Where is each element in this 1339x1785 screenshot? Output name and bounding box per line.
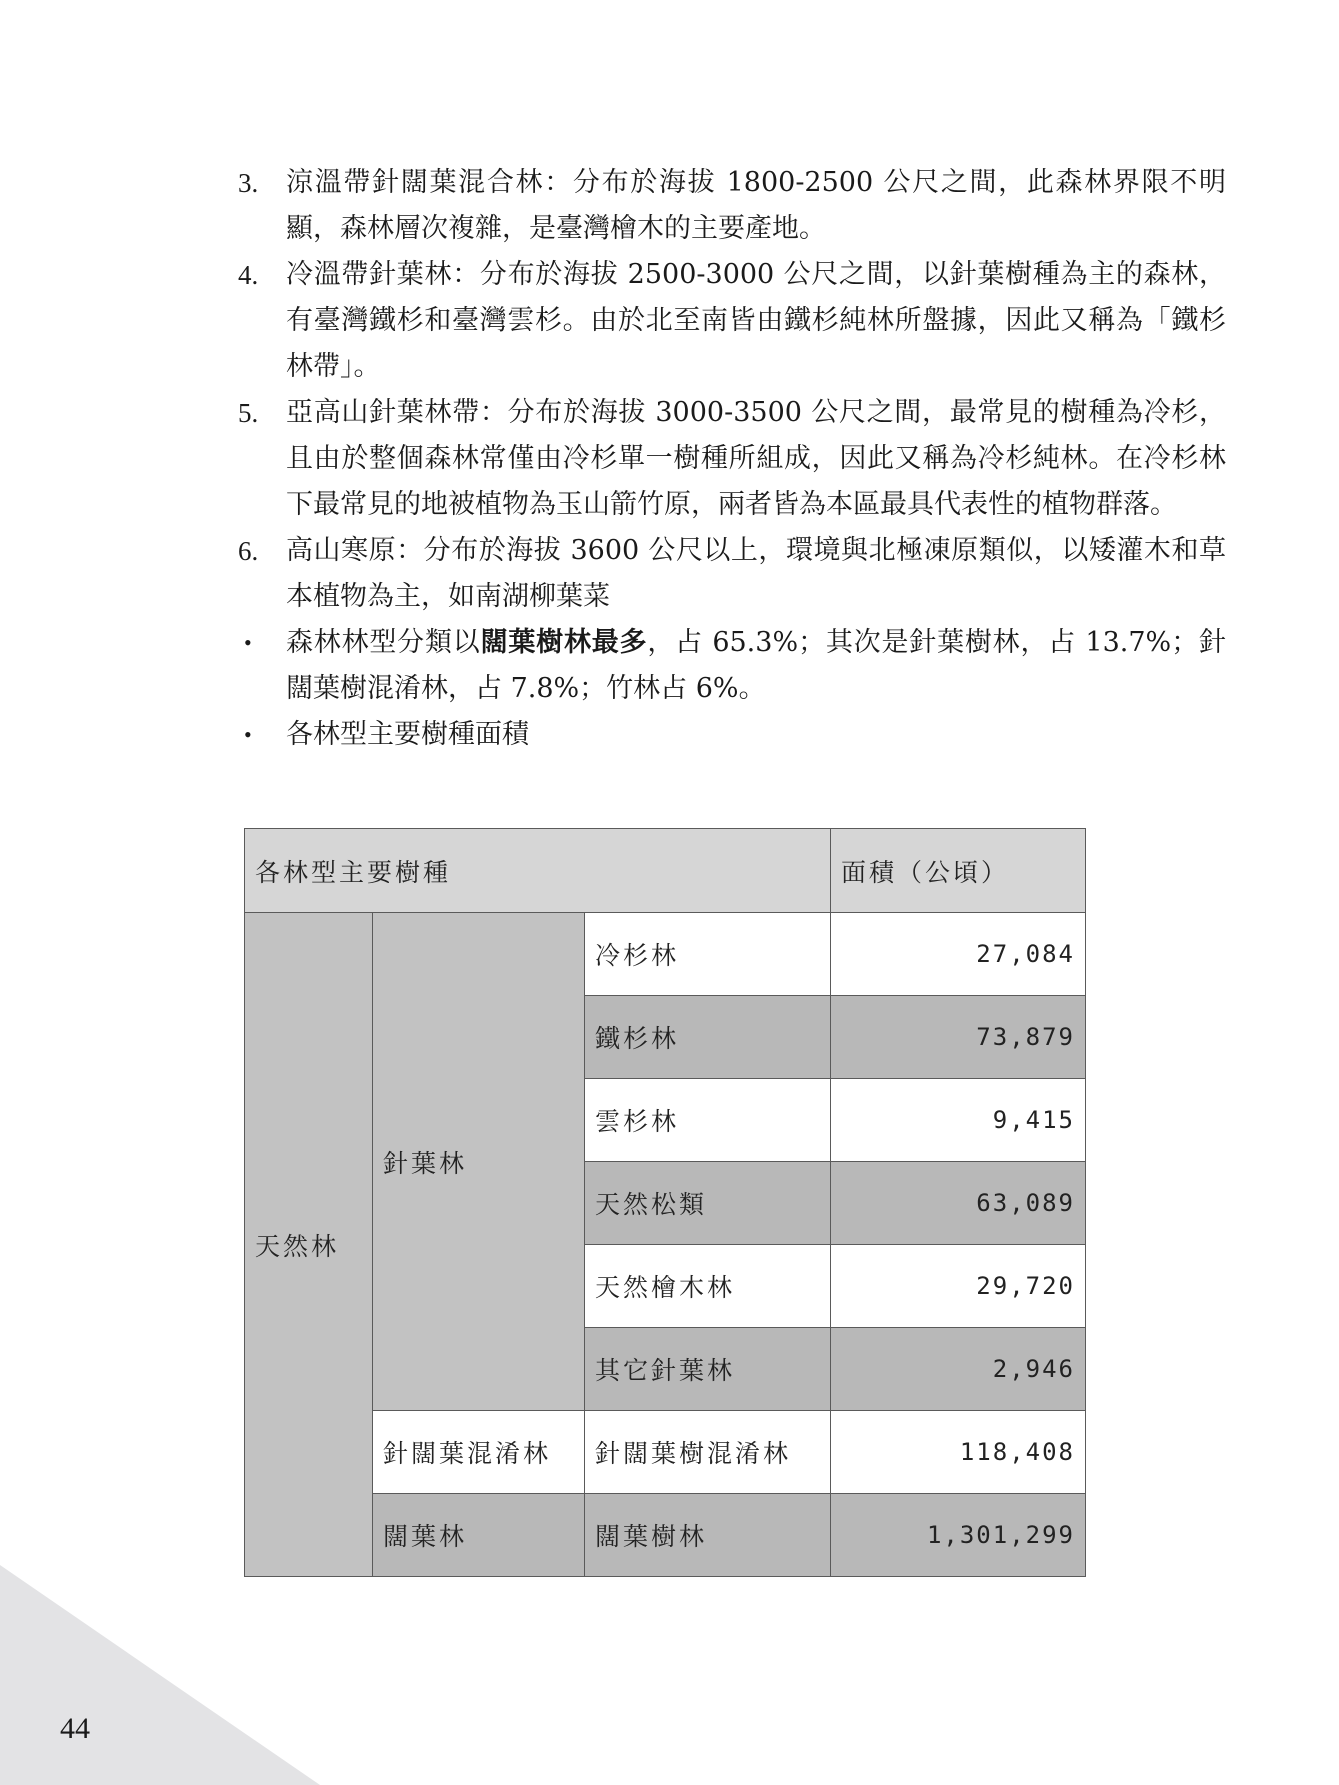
mixed-forest-cell: 針闊葉混淆林 — [373, 1411, 585, 1494]
list-text: 高山寒原：分布於海拔 3600 公尺以上，環境與北極凍原類似，以矮灌木和草本植物為主，如南湖柳葉菜 — [286, 535, 1226, 612]
list-marker: 4. — [238, 260, 259, 290]
bullet-item — [238, 712, 1228, 758]
list-text: 冷溫帶針葉林：分布於海拔 2500-3000 公尺之間，以針葉樹種為主的森林，有臺灣鐵杉和臺灣雲杉。由於北至南皆由鐵杉純林所盤據，因此又稱為「鐵杉林帶」。 — [286, 259, 1226, 382]
species-cell: 冷杉林 — [585, 913, 831, 996]
species-cell: 天然松類 — [585, 1162, 831, 1245]
conifer-forest-cell: 針葉林 — [373, 913, 585, 1411]
header-type-cell: 各林型主要樹種 — [245, 829, 831, 913]
list-item — [238, 252, 1228, 390]
species-cell: 其它針葉林 — [585, 1328, 831, 1411]
area-cell: 63,089 — [831, 1162, 1086, 1245]
list-marker: 5. — [238, 398, 259, 428]
bullet-icon: • — [244, 722, 252, 747]
header-area-cell: 面積（公頃） — [831, 829, 1086, 913]
area-cell: 73,879 — [831, 996, 1086, 1079]
body-text — [238, 160, 1228, 758]
bullet-text: 各林型主要樹種面積 — [286, 719, 529, 750]
forest-type-table — [244, 828, 1086, 1577]
species-cell: 鐵杉林 — [585, 996, 831, 1079]
list-text: 亞高山針葉林帶：分布於海拔 3000-3500 公尺之間，最常見的樹種為冷杉，且由於整個森林常僅由冷杉單一樹種所組成，因此又稱為冷杉純林。在冷杉林下最常見的地被植物為玉山箭竹原，兩者皆為本區最具代表性的植物群落。 — [286, 397, 1226, 520]
list-item — [238, 390, 1228, 528]
table-row — [245, 913, 1086, 996]
list-item — [238, 160, 1228, 252]
bullet-text — [286, 620, 1226, 712]
list-marker: 3. — [238, 168, 259, 198]
bullet-item — [238, 620, 1228, 712]
species-cell: 針闊葉樹混淆林 — [585, 1411, 831, 1494]
broadleaf-forest-cell: 闊葉林 — [373, 1494, 585, 1577]
bullet-text-bold: 闊葉樹林最多 — [480, 627, 648, 658]
area-cell: 2,946 — [831, 1328, 1086, 1411]
area-cell: 29,720 — [831, 1245, 1086, 1328]
bullet-icon: • — [244, 630, 252, 655]
list-marker: 6. — [238, 536, 259, 566]
bullet-text-before: 森林林型分類以 — [286, 627, 481, 658]
list-text: 涼溫帶針闊葉混合林：分布於海拔 1800-2500 公尺之間，此森林界限不明顯，森林層次複雜，是臺灣檜木的主要產地。 — [286, 167, 1226, 244]
species-cell: 天然檜木林 — [585, 1245, 831, 1328]
species-cell: 闊葉樹林 — [585, 1494, 831, 1577]
page-number: 44 — [60, 1712, 90, 1745]
species-cell: 雲杉林 — [585, 1079, 831, 1162]
natural-forest-cell: 天然林 — [245, 913, 373, 1577]
area-cell: 1,301,299 — [831, 1494, 1086, 1577]
list-item — [238, 528, 1228, 620]
bullet-text-after: ，占 65.3%；其次是針葉樹林，占 13.7%；針闊葉樹混淆林，占 7.8%；竹林占 6%。 — [286, 627, 1227, 704]
area-cell: 118,408 — [831, 1411, 1086, 1494]
area-cell: 9,415 — [831, 1079, 1086, 1162]
table-header-row — [245, 829, 1086, 913]
corner-decoration — [0, 1565, 320, 1785]
area-cell: 27,084 — [831, 913, 1086, 996]
